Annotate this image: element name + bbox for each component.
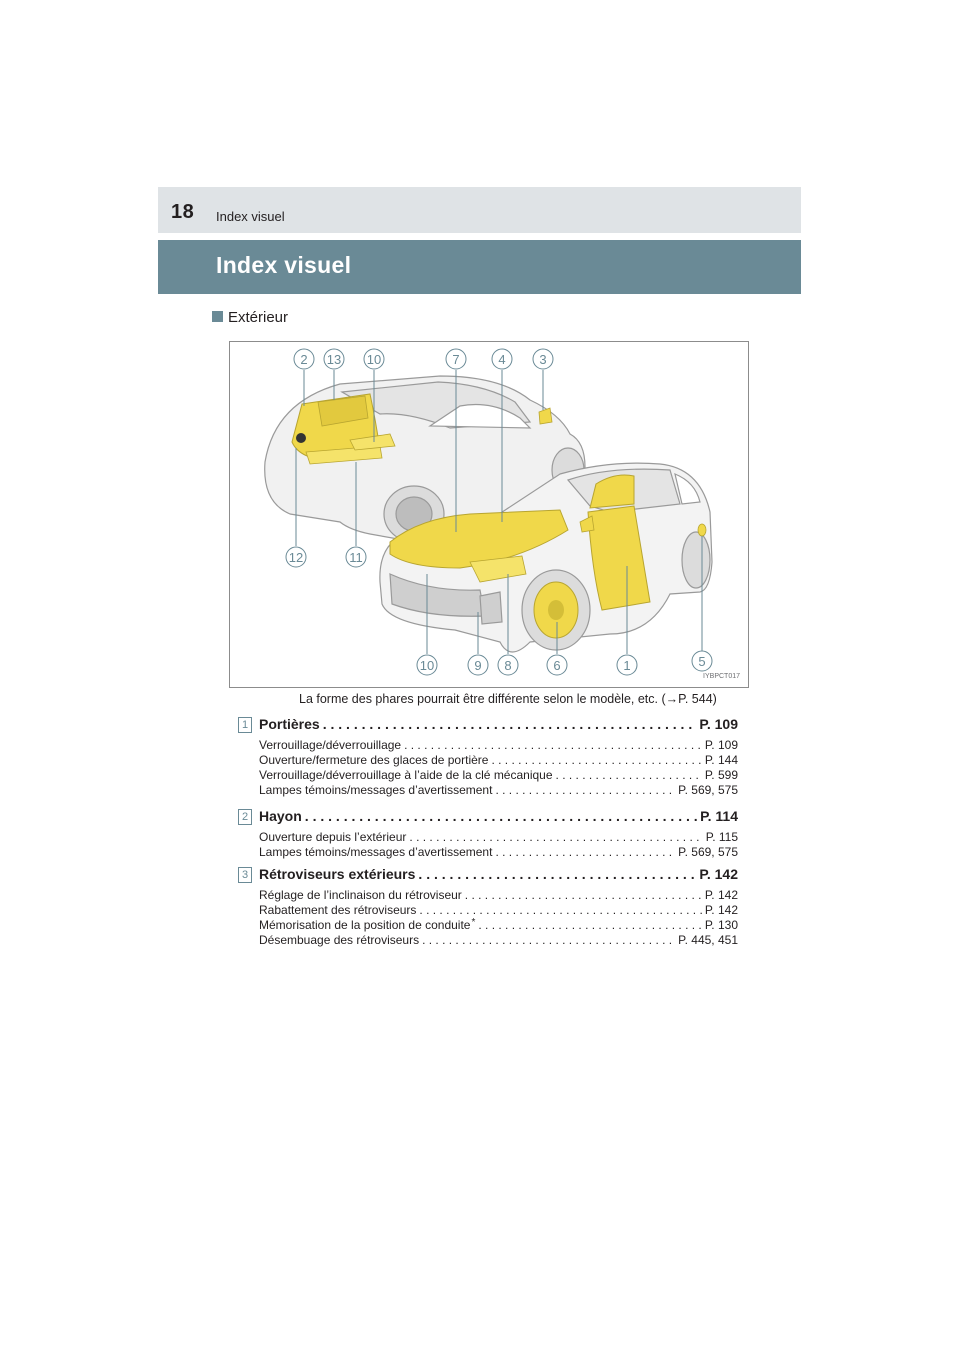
callout-3: 3 <box>539 352 547 367</box>
callout-13: 13 <box>326 352 342 367</box>
leader-dots <box>404 738 702 752</box>
entry-subitem[interactable] <box>259 738 738 752</box>
leader-dots <box>422 933 675 947</box>
subitem-label: Ouverture/fermeture des glaces de portière <box>259 753 489 767</box>
entry-page: P. 142 <box>699 866 738 882</box>
subitem-page: P. 445, 451 <box>678 933 738 947</box>
callout-2: 2 <box>300 352 308 367</box>
entry-subitem[interactable] <box>259 888 738 902</box>
subitem-label: Verrouillage/déverrouillage <box>259 738 402 752</box>
entry-main-line[interactable] <box>259 808 738 824</box>
running-header-section: Index visuel <box>216 209 285 224</box>
entry-subitem[interactable] <box>259 783 738 797</box>
subitem-page: P. 109 <box>704 738 738 752</box>
subitem-page: P. 144 <box>704 753 738 767</box>
footnote-star: * <box>471 917 476 928</box>
leader-dots <box>419 903 701 917</box>
callout-7: 7 <box>452 352 460 367</box>
callout-1: 1 <box>623 658 631 673</box>
car-drawing <box>230 342 749 688</box>
leader-dots <box>305 808 697 824</box>
subitem-page: P. 599 <box>704 768 738 782</box>
leader-dots <box>495 783 675 797</box>
callout-8: 8 <box>504 658 512 673</box>
leader-dots <box>478 918 701 932</box>
callout-12: 12 <box>288 550 304 565</box>
entry-subitem[interactable] <box>259 830 738 844</box>
subitem-label: Désembuage des rétroviseurs <box>259 933 420 947</box>
leader-dots <box>323 716 697 732</box>
subitem-label: Lampes témoins/messages d’avertissement <box>259 845 493 859</box>
leader-dots <box>556 768 702 782</box>
callout-9: 9 <box>474 658 482 673</box>
callout-5: 5 <box>698 654 706 669</box>
entry-page: P. 114 <box>700 808 738 824</box>
square-bullet-icon <box>212 311 223 322</box>
entry-subitem[interactable] <box>259 768 738 782</box>
subitem-label: Rabattement des rétroviseurs <box>259 903 417 917</box>
subitem-page: P. 569, 575 <box>678 783 738 797</box>
vehicle-exterior-illustration <box>229 341 749 688</box>
leader-dots <box>495 845 675 859</box>
callout-10-top: 10 <box>366 352 382 367</box>
entry-subitem[interactable] <box>259 845 738 859</box>
index-entry <box>238 808 738 868</box>
leader-dots <box>418 866 696 882</box>
entry-number: 3 <box>238 867 252 883</box>
subitem-page: P. 569, 575 <box>678 845 738 859</box>
leader-dots <box>491 753 701 767</box>
callout-6: 6 <box>553 658 561 673</box>
subitem-label: Lampes témoins/messages d’avertissement <box>259 783 493 797</box>
entry-main-line[interactable] <box>259 716 738 732</box>
entry-subitem[interactable] <box>259 753 738 767</box>
subheading <box>212 309 288 326</box>
subitem-label: Verrouillage/déverrouillage à l’aide de la clé mécanique <box>259 768 553 782</box>
figure-caption: La forme des phares pourrait être différente selon le modèle, etc. (→P. 544) <box>299 692 717 706</box>
leader-dots <box>465 888 702 902</box>
entry-subitem[interactable] <box>259 903 738 917</box>
index-entry <box>238 716 738 806</box>
subitem-label: Ouverture depuis l’extérieur <box>259 830 407 844</box>
subitem-label: Réglage de l’inclinaison du rétroviseur <box>259 888 462 902</box>
subitem-page: P. 142 <box>704 888 738 902</box>
entry-subitem[interactable] <box>259 933 738 947</box>
entry-subitem[interactable] <box>259 918 738 932</box>
subitem-page: P. 142 <box>704 903 738 917</box>
subitem-label: Mémorisation de la position de conduite <box>259 918 471 932</box>
entry-page: P. 109 <box>699 716 738 732</box>
index-entry <box>238 866 738 956</box>
entry-label: Rétroviseurs extérieurs <box>259 866 416 882</box>
entry-number: 1 <box>238 717 252 733</box>
entry-label: Hayon <box>259 808 302 824</box>
callout-10-bottom: 10 <box>419 658 435 673</box>
subitem-page: P. 115 <box>705 830 738 844</box>
subitem-page: P. 130 <box>704 918 738 932</box>
figure-code: IYBPCT017 <box>703 673 740 680</box>
page-number: 18 <box>171 201 195 223</box>
subheading-text: Extérieur <box>228 309 289 326</box>
page-title: Index visuel <box>216 252 352 278</box>
entry-label: Portières <box>259 716 320 732</box>
callout-11: 11 <box>349 550 363 565</box>
leader-dots <box>409 830 702 844</box>
callout-4: 4 <box>498 352 506 367</box>
entry-main-line[interactable] <box>259 866 738 882</box>
entry-number: 2 <box>238 809 252 825</box>
